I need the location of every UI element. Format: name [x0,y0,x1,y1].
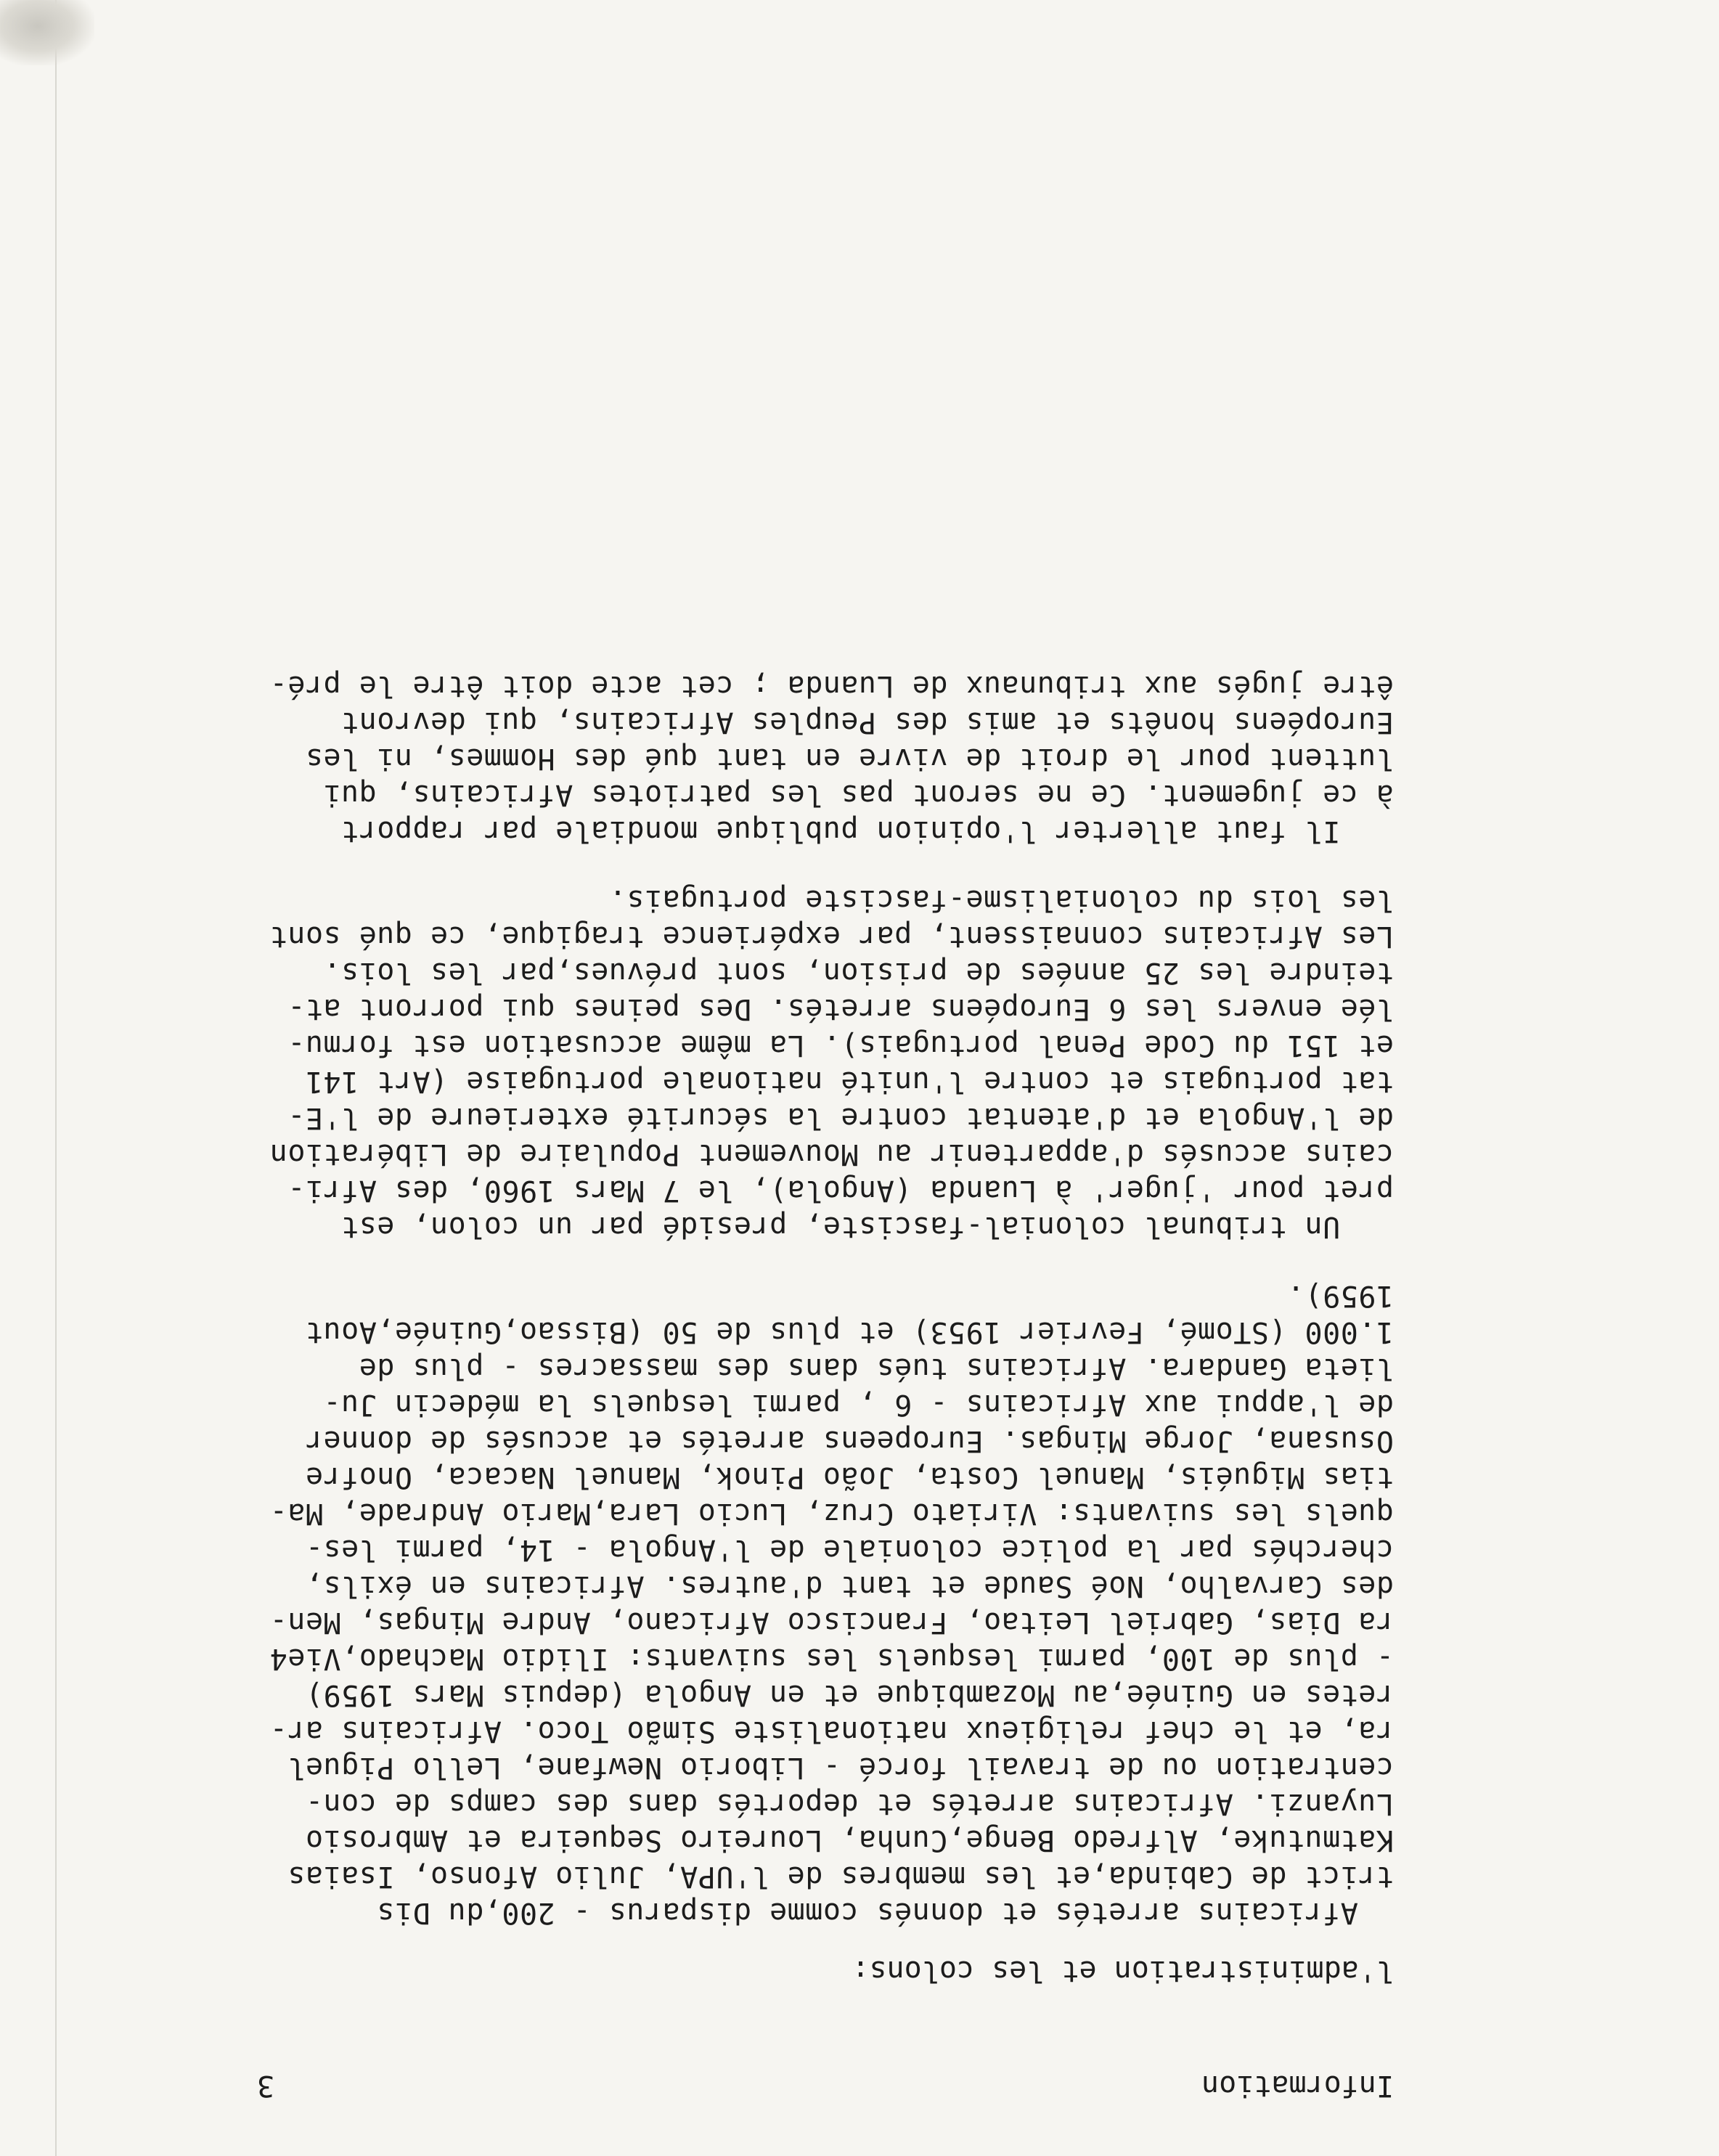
text-line: Il faut allerter l'opinion publique mondiale par rapport [340,814,1394,848]
text-line: ra Dias, Gabriel Leitao, Francisco Africano, Andre Mingas, Men- [269,1606,1394,1639]
text-line: être jugés aux tribunaux de Luanda ; cet acte doit être le pré- [269,669,1394,703]
text-line: de l'appui aux Africains - 6 , parmi lesquels la médecin Ju- [323,1388,1394,1421]
text-line: cains accusés d'appartenir au Mouvement Populaire de Libération [269,1138,1394,1171]
text-line: Européens honêts et amis des Peuples Africains, qui devront [340,706,1394,739]
text-line: Katmutuke, Alfredo Benge,Cunha, Loureiro Sequeira et Ambrosio [305,1824,1394,1857]
text-line: cherchés par la police coloniale de l'Angola - 14, parmi les- [305,1533,1394,1567]
paragraph-3 [29,668,1394,849]
text-line: centration ou de travail forcé - Liborio Newfane, Lello Piguel [287,1751,1394,1784]
scan-tape-mark [0,0,94,65]
text-line: 1959). [1286,1279,1394,1312]
text-line: des Carvalho, Noé Saude et tant d'autres. Africains en éxils, [305,1569,1394,1603]
text-line: quels les suivants: Viriato Cruz, Lucio Lara,Mario Andrade, Ma- [269,1497,1394,1530]
text-line: - plus de 100, parmi lesquels les suivants: Ilidio Machado,Vie4 [269,1642,1394,1675]
text-line: Luyanzi. Africains arretés et deportés dans des camps de con- [305,1787,1394,1821]
text-line: tias Miguéis, Manuel Costa, João Pinok, Manuel Nacaca, Onofre [305,1461,1394,1494]
text-line: de l'Angola et d'atentat contre la sécurité exterieure de l'E- [287,1101,1394,1135]
text-line: et 151 du Code Penal portugais). La même accusation est formu- [287,1029,1394,1062]
text-line: teindre les 25 années de prision, sont prévues,par les lois. [323,956,1394,989]
text-line: ra, et le chef religieux nationaliste Simão Toco. Africains ar- [269,1715,1394,1748]
text-line: trict de Cabinda,et les membres de l'UPA, Julio Afonso, Isaias [287,1860,1394,1893]
text-line: Un tribunal colonial-fasciste, presidé par un colon, est [340,1210,1394,1244]
document-body [29,635,1394,1989]
text-line: tat portugais et contre l'unité nationale portugaise (Art 141 [305,1065,1394,1098]
page-number: 3 [256,2069,274,2102]
paragraph-1 [29,1278,1394,1931]
paragraph-2 [29,882,1394,1245]
text-line: retes en Guinée,au Mozambique et en Angola (depuis Mars 1959) [305,1678,1394,1712]
text-line: les lois du colonialisme-fasciste portugais. [608,883,1394,917]
page-header [0,2033,1719,2156]
text-line: pret pour 'juger' à Luanda (Angola), le 7 Mars 1960, des Afri- [287,1174,1394,1207]
header-title: Information [1201,2069,1394,2102]
text-line: Africains arretés et donnés comme disparus - 200,du Dis [376,1896,1394,1930]
text-line: Osusana, Jorge Mingas. Europeens arretés et accusés de donner [305,1424,1394,1458]
text-line: 1.000 (STomé, Fevrier 1953) et plus de 50 (Bissao,Guinée,Aout [305,1315,1394,1349]
section-heading: l'administration et les colons: [852,1954,1394,1988]
text-line: lée envers les 6 Européens arretés. Des peines qui porront at- [287,992,1394,1026]
text-line: Les Africains connaissent, par expérience tragique, ce qué sont [269,920,1394,953]
text-line: lieta Gandara. Africains tués dans des massacres - plus de [359,1352,1394,1385]
text-line: luttent pour le droit de vivre en tant qué des Hommes, ni les [305,742,1394,775]
text-line: à ce jugement. Ce ne seront pas les patriotes Africains, qui [323,778,1394,812]
